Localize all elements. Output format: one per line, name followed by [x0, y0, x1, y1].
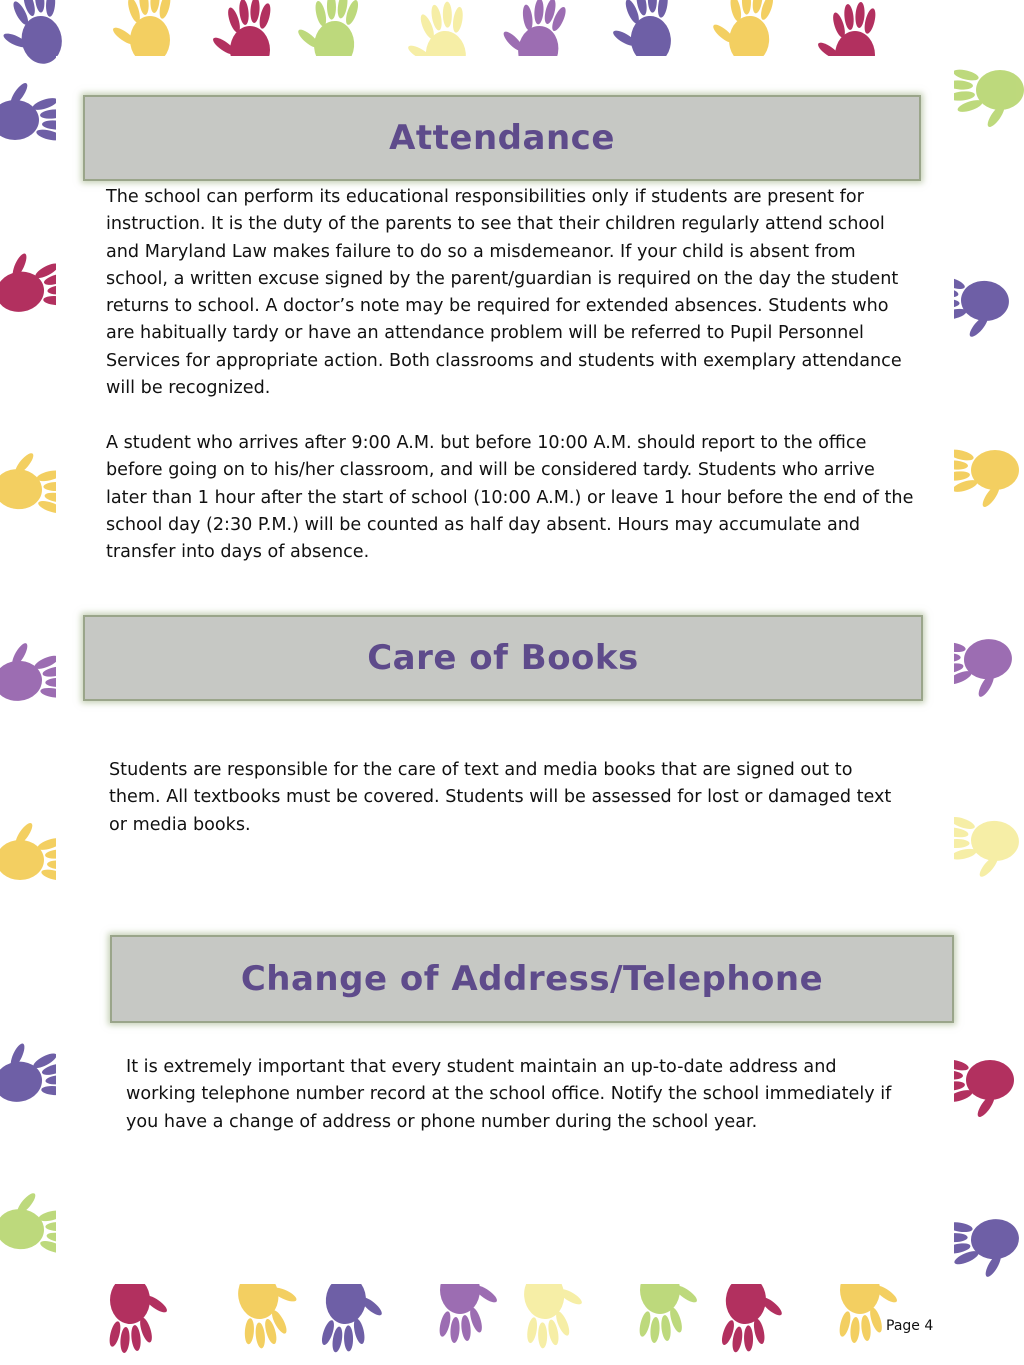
- attendance-heading: Attendance: [389, 118, 615, 158]
- address-heading: Change of Address/Telephone: [240, 959, 824, 999]
- address-paragraph: It is extremely important that every student maintain an up-to-date address and working telephone number record at the school office. Notify the school immediately if you have a change of address or phone number during the school year.: [126, 1057, 892, 1132]
- books-banner: [83, 615, 923, 701]
- address-banner: [110, 935, 954, 1023]
- books-paragraph: Students are responsible for the care of text and media books that are signed out to them. All textbooks must be covered. Students will be assessed for lost or damaged text or media books.: [109, 760, 892, 835]
- attendance-paragraph-2: A student who arrives after 9:00 A.M. but before 10:00 A.M. should report to the office before going on to his/her classroom, and will be considered tardy. Students who arrive later than 1 hour after the start of school (10:00 A.M.) or leave 1 hour before the end of the school day (2:30 P.M.) will be counted as half day absent. Hours may accumulate and transfer into days of absence.: [106, 433, 914, 563]
- attendance-paragraph-1: The school can perform its educational responsibilities only if students are present for instruction. It is the duty of the parents to see that their children regularly attend school and Maryland Law makes failure to do so a misdemeanor. If your child is absent from school, a written excuse signed by the parent/guardian is required on the day the student returns to school. A doctor’s note may be required for extended absences. Students who are habitually tardy or have an attendance problem will be referred to Pupil Personnel Services for appropriate action. Both classrooms and students with exemplary attendance will be recognized.: [106, 187, 902, 399]
- page-number: Page 4: [886, 1318, 934, 1334]
- books-heading: Care of Books: [367, 638, 639, 678]
- attendance-banner: [83, 95, 921, 181]
